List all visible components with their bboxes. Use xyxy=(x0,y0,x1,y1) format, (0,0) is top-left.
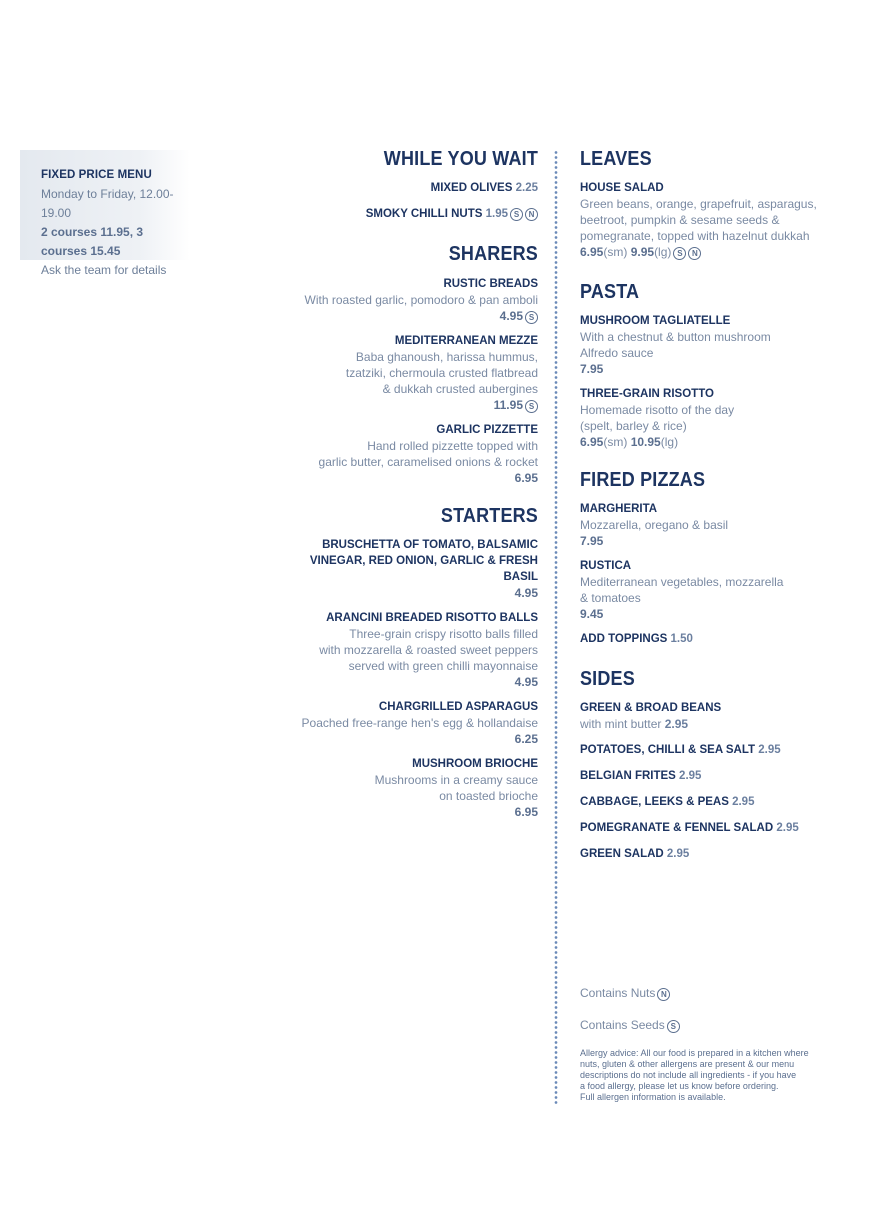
fixed-price-courses: 2 courses 11.95, 3 courses 15.45 xyxy=(41,225,144,258)
item-description: with mozzarella & roasted sweet peppers xyxy=(319,643,538,657)
seeds-icon: S xyxy=(525,311,538,324)
menu-item xyxy=(580,386,842,450)
menu-item xyxy=(580,558,842,622)
item-price: 7.95 xyxy=(580,534,604,548)
item-description: Green beans, orange, grapefruit, asparagus, xyxy=(580,197,817,211)
item-description: Mushrooms in a creamy sauce xyxy=(374,773,538,787)
item-name: MUSHROOM TAGLIATELLE xyxy=(580,315,731,327)
item-description: with mint butter 2.95 xyxy=(580,717,689,731)
item-description: garlic butter, caramelised onions & rocket xyxy=(318,455,538,469)
menu-item xyxy=(280,756,538,820)
allergy-line: a food allergy, please let us know before ordering. xyxy=(580,1081,779,1091)
item-name: BELGIAN FRITES 2.95 xyxy=(580,770,702,782)
item-description: beetroot, pumpkin & sesame seeds & xyxy=(580,213,780,227)
item-price: 6.95(sm) 10.95(lg) xyxy=(580,435,679,449)
menu-item xyxy=(580,631,842,647)
item-name: GREEN SALAD 2.95 xyxy=(580,848,690,860)
column-divider xyxy=(553,150,559,1105)
section-heading-while-you-wait: WHILE YOU WAIT xyxy=(383,148,538,170)
item-price: 6.95(sm) 9.95(lg) S N xyxy=(580,244,842,260)
legend-nuts: Contains Nuts N xyxy=(580,986,830,1001)
item-description: tzatziki, chermoula crusted flatbread xyxy=(345,366,538,380)
menu-item xyxy=(580,501,842,549)
menu-left-column xyxy=(280,148,538,820)
menu-item xyxy=(580,846,842,862)
item-name: CHARGRILLED ASPARAGUS xyxy=(378,701,538,713)
item-name: MIXED OLIVES 2.25 xyxy=(430,182,538,194)
item-name: CABBAGE, LEEKS & PEAS 2.95 xyxy=(580,796,755,808)
section-heading-pasta: PASTA xyxy=(580,281,640,303)
item-name: RUSTICA xyxy=(580,560,632,572)
seeds-icon: S xyxy=(673,247,686,260)
menu-item xyxy=(580,768,842,784)
menu-item xyxy=(580,742,842,758)
item-name: ADD TOPPINGS 1.50 xyxy=(580,633,693,645)
item-name: RUSTIC BREADS xyxy=(443,278,538,290)
item-description: Three-grain crispy risotto balls filled xyxy=(349,627,538,641)
menu-item xyxy=(280,206,538,222)
item-price: 6.95 xyxy=(514,471,538,485)
seeds-icon: S xyxy=(525,400,538,413)
allergy-line: Full allergen information is available. xyxy=(580,1092,726,1102)
nuts-icon: N xyxy=(525,208,538,221)
item-description: Homemade risotto of the day xyxy=(580,403,735,417)
menu-item xyxy=(580,794,842,810)
menu-item xyxy=(280,537,538,601)
item-price: 6.95 xyxy=(514,805,538,819)
section-heading-starters: STARTERS xyxy=(440,505,538,527)
menu-item xyxy=(580,700,842,732)
item-description: & dukkah crusted aubergines xyxy=(382,382,538,396)
item-description: on toasted brioche xyxy=(439,789,538,803)
item-description: Alfredo sauce xyxy=(580,346,654,360)
item-description: With a chestnut & button mushroom xyxy=(580,330,771,344)
item-name: GREEN & BROAD BEANS xyxy=(580,702,722,714)
section-heading-sides: SIDES xyxy=(580,668,635,690)
fixed-price-title: FIXED PRICE MENU xyxy=(41,169,152,181)
item-description: Poached free-range hen's egg & hollandaise xyxy=(301,716,538,730)
item-name: GARLIC PIZZETTE xyxy=(436,424,538,436)
item-description: With roasted garlic, pomodoro & pan amboli xyxy=(304,293,538,307)
item-name: POMEGRANATE & FENNEL SALAD 2.95 xyxy=(580,822,799,834)
item-description: Hand rolled pizzette topped with xyxy=(367,439,538,453)
seeds-icon: S xyxy=(667,1020,680,1033)
item-description: pomegranate, topped with hazelnut dukkah xyxy=(580,229,810,243)
menu-item xyxy=(280,333,538,413)
item-description: Mozzarella, oregano & basil xyxy=(580,518,729,532)
item-description: Mediterranean vegetables, mozzarella xyxy=(580,575,784,589)
item-name: BRUSCHETTA OF TOMATO, BALSAMIC xyxy=(322,539,538,551)
allergy-line: descriptions do not include all ingredients - if you have xyxy=(580,1070,797,1080)
fixed-price-note: Ask the team for details xyxy=(41,263,167,277)
legend-seeds: Contains Seeds S xyxy=(580,1018,830,1033)
item-name: POTATOES, CHILLI & SEA SALT 2.95 xyxy=(580,744,781,756)
item-price: 6.25 xyxy=(514,732,538,746)
item-description: (spelt, barley & rice) xyxy=(580,419,687,433)
menu-item xyxy=(580,820,842,836)
menu-item xyxy=(280,610,538,690)
item-description: & tomatoes xyxy=(580,591,641,605)
item-name: MEDITERRANEAN MEZZE xyxy=(394,335,538,347)
item-name: ARANCINI BREADED RISOTTO BALLS xyxy=(326,612,538,624)
item-name: SMOKY CHILLI NUTS 1.95 S N xyxy=(280,206,538,222)
fixed-price-box xyxy=(20,150,190,277)
allergy-advice xyxy=(580,1048,830,1103)
item-price: 7.95 xyxy=(580,362,604,376)
item-price: 4.95 xyxy=(514,586,538,600)
section-heading-fired-pizzas: FIRED PIZZAS xyxy=(580,469,706,491)
menu-item xyxy=(280,699,538,747)
item-description: Baba ghanoush, harissa hummus, xyxy=(355,350,538,364)
item-name: MARGHERITA xyxy=(580,503,658,515)
menu-item xyxy=(280,180,538,196)
nuts-icon: N xyxy=(657,988,670,1001)
item-description: served with green chilli mayonnaise xyxy=(348,659,538,673)
section-heading-leaves: LEAVES xyxy=(580,148,652,170)
item-name: HOUSE SALAD xyxy=(580,182,664,194)
menu-item xyxy=(580,313,842,377)
item-name: THREE-GRAIN RISOTTO xyxy=(580,388,714,400)
menu-item xyxy=(280,422,538,486)
allergy-line: nuts, gluten & other allergens are present & our menu xyxy=(580,1059,795,1069)
allergy-line: Allergy advice: All our food is prepared in a kitchen where xyxy=(580,1048,809,1058)
menu-item xyxy=(580,180,842,260)
menu-right-column xyxy=(580,148,842,862)
item-price: 11.95 S xyxy=(280,397,538,413)
menu-item xyxy=(280,276,538,324)
item-name: VINEGAR, RED ONION, GARLIC & FRESH BASIL xyxy=(309,555,538,583)
seeds-icon: S xyxy=(510,208,523,221)
item-price: 4.95 xyxy=(514,675,538,689)
nuts-icon: N xyxy=(688,247,701,260)
section-heading-sharers: SHARERS xyxy=(448,243,538,265)
fixed-price-hours: Monday to Friday, 12.00-19.00 xyxy=(41,187,174,220)
item-price: 9.45 xyxy=(580,607,604,621)
item-name: MUSHROOM BRIOCHE xyxy=(412,758,538,770)
item-price: 4.95 S xyxy=(280,308,538,324)
